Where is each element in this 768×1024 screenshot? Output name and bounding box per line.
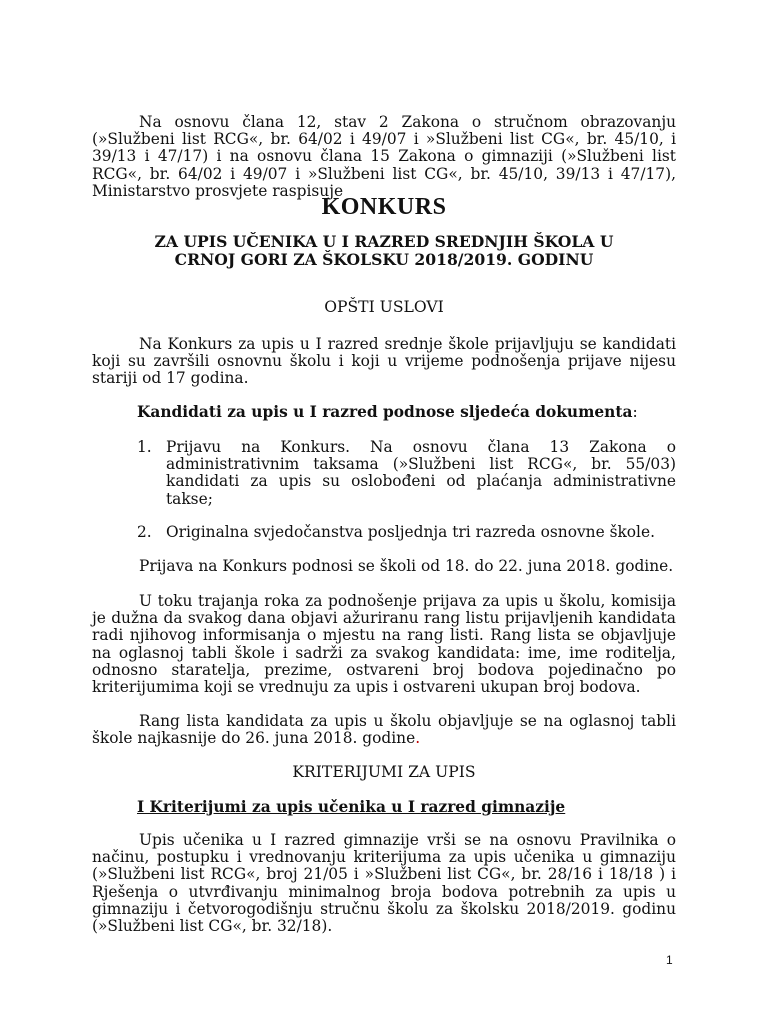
subtitle-line-1: ZA UPIS UČENIKA U I RAZRED SREDNJIH ŠKOLA U: [154, 232, 614, 251]
documents-heading-colon: :: [632, 403, 638, 421]
page-number: 1: [666, 953, 673, 967]
documents-heading-text: Kandidati za upis u I razred podnose sljedeća dokumenta: [137, 403, 633, 421]
list-item: [137, 524, 676, 541]
commission-paragraph: U toku trajanja roka za podnošenje prijava za upis u školu, komisija je dužna da svakog dana objavi ažuriranu rang listu prijavljenih kandidata radi njihovog informisanja o mjestu na rang listi. Rang lista se objavljuje na oglasnoj tabli škole i sadrži za svakog kandidata: ime, ime roditelja, odnosno staratelja, prezime, ostvareni broj bodova pojedinačno po kriterijumima koji se vrednuju za upis i ostvareni ukupan broj bodova.: [92, 592, 676, 697]
intro-paragraph: Na osnovu člana 12, stav 2 Zakona o stručnom obrazovanju (»Službeni list RCG«, br. 64/02 i 49/07 i »Službeni list CG«, br. 45/10, i 39/13 i 47/17) i na osnovu člana 15 Zakona o gimnaziji (»Službeni list RCG«, br. 64/02 i 49/07 i »Službeni list CG«, br. 45/10, 39/13 i 47/17), Ministarstvo prosvjete raspisuje: [92, 113, 676, 200]
document-title: KONKURS: [321, 194, 447, 220]
list-item-text: Originalna svjedočanstva posljednja tri razreda osnovne škole.: [166, 523, 655, 541]
document-subtitle: [92, 233, 676, 269]
application-period-paragraph: Prijava na Konkurs podnosi se školi od 18. do 22. juna 2018. godine.: [139, 557, 674, 575]
general-conditions-paragraph: Na Konkurs za upis u I razred srednje škole prijavljuju se kandidati koji su završili osnovnu školu i koji u vrijeme podnošenja prijave nijesu stariji od 17 godina.: [92, 335, 676, 388]
section-heading-general: OPŠTI USLOVI: [324, 298, 444, 316]
list-item-number: 1.: [137, 438, 152, 456]
criteria-subheading-text: I Kriterijumi za upis učenika u I razred gimnazije: [137, 798, 566, 816]
ranklist-paragraph: [92, 713, 676, 747]
criteria-subheading: [92, 799, 676, 816]
ranklist-paragraph-text: Rang lista kandidata za upis u školu objavljuje se na oglasnoj tabli škole najkasnije do 26. juna 2018. godine: [92, 712, 676, 748]
list-item-text: Prijavu na Konkurs. Na osnovu člana 13 Zakona o administrativnim taksama (»Službeni list RCG«, br. 55/03) kandidati za upis su oslobođeni od plaćanja administrativne takse;: [166, 438, 676, 508]
ranklist-period: .: [415, 729, 421, 748]
section-heading-criteria: KRITERIJUMI ZA UPIS: [292, 763, 476, 781]
list-item: [137, 439, 676, 508]
subtitle-line-2: CRNOJ GORI ZA ŠKOLSKU 2018/2019. GODINU: [174, 250, 594, 269]
list-item-number: 2.: [137, 523, 152, 541]
documents-heading: [92, 404, 676, 421]
criteria-paragraph: Upis učenika u I razred gimnazije vrši se na osnovu Pravilnika o načinu, postupku i vrednovanju kriterijuma za upis učenika u gimnaziju (»Službeni list RCG«, broj 21/05 i »Službeni list CG«, br. 28/16 i 18/18 ) i Rješenja o utvrđivanju minimalnog broja bodova potrebnih za upis u gimnaziju i četvorogodišnju stručnu školu za školsku 2018/2019. godinu (»Službeni list CG«, br. 32/18).: [92, 831, 676, 936]
